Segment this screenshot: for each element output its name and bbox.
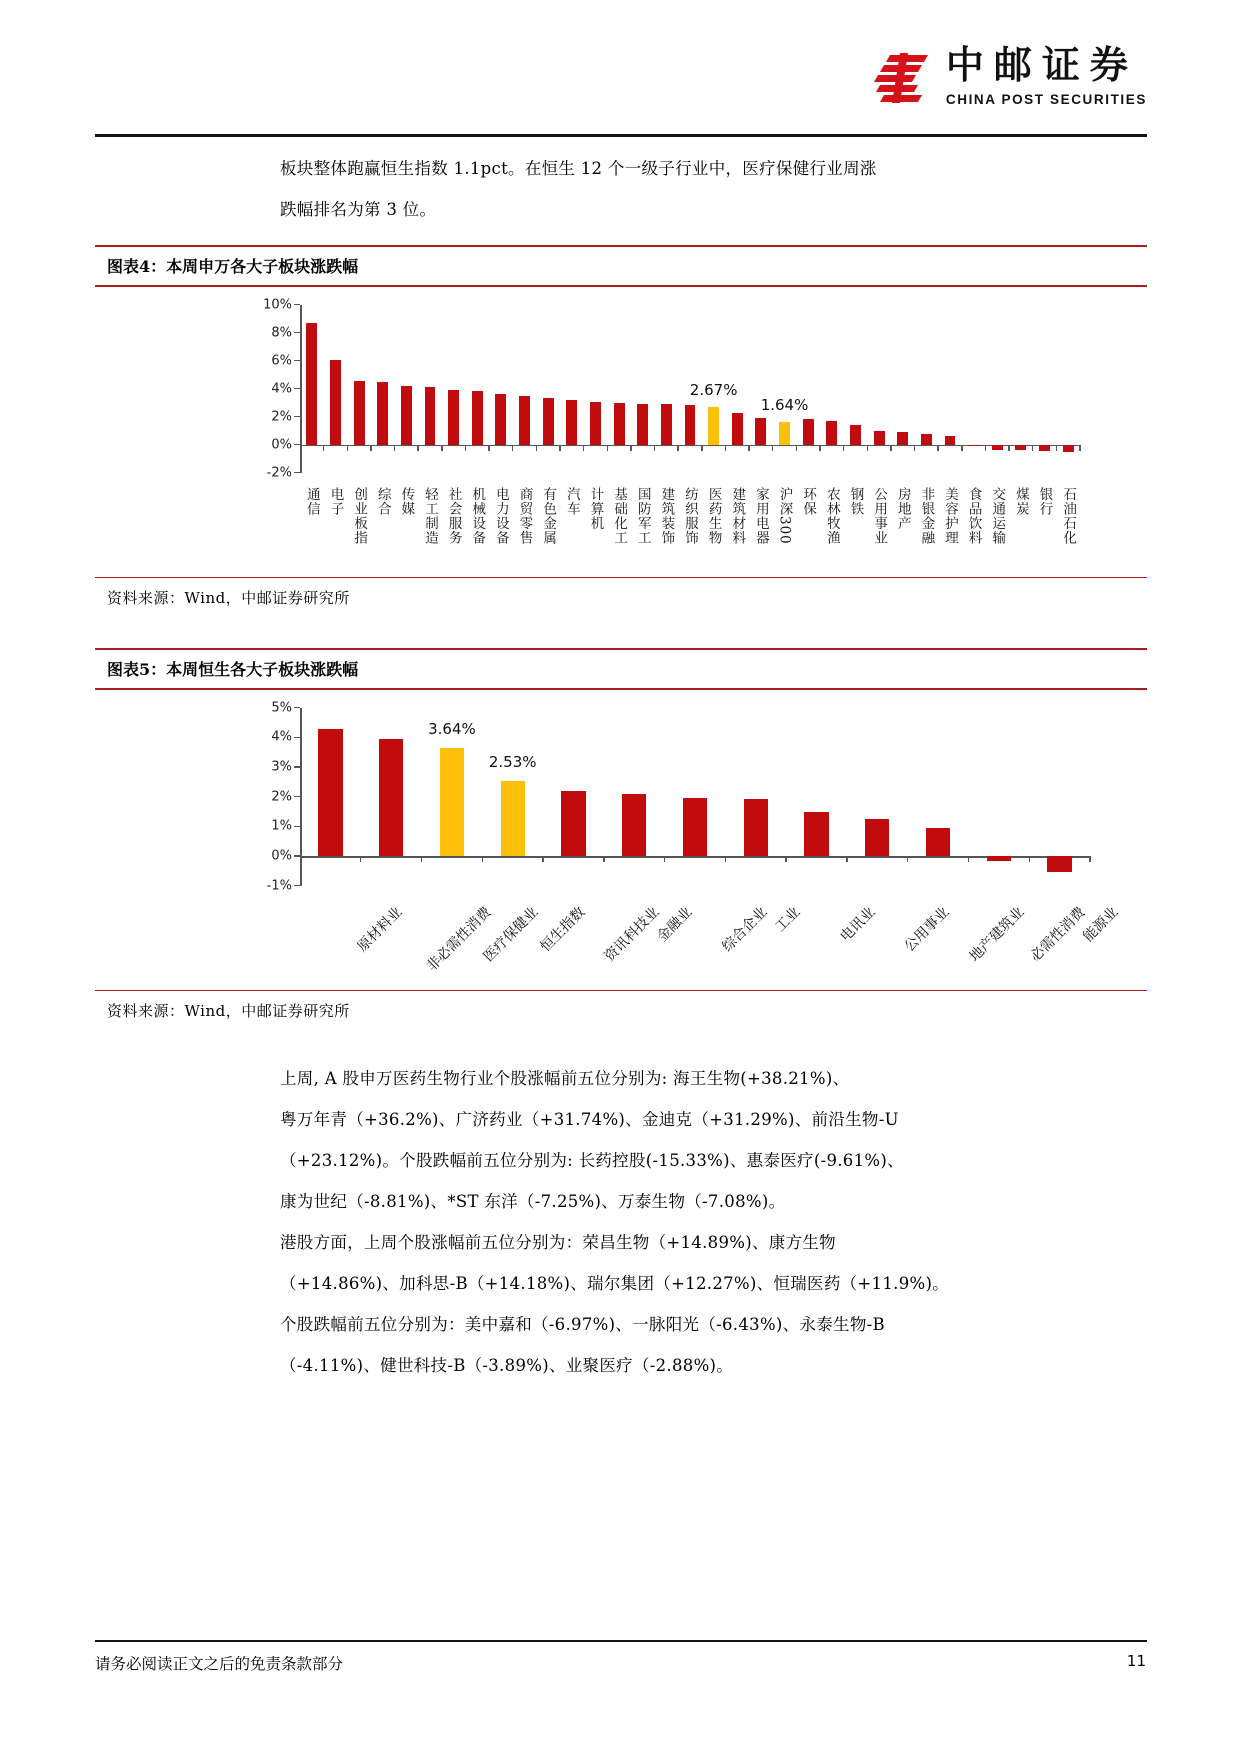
y-tick-label: 2% xyxy=(271,789,292,805)
x-axis-label: 轻工制造 xyxy=(422,486,438,545)
exhibit-5-chart-area xyxy=(95,690,1147,990)
x-axis-label: 创业板指 xyxy=(351,486,368,545)
bar xyxy=(566,400,577,445)
x-tick xyxy=(603,856,604,862)
x-tick xyxy=(914,445,915,451)
x-axis-label: 银行 xyxy=(1036,486,1053,516)
y-tick-label: 4% xyxy=(271,381,292,397)
p2-line-2: （+14.86%)、加科思-B（+14.18%)、瑞尔集团（+12.27%)、恒瑞医药（+11.9%)。 xyxy=(280,1274,950,1293)
x-tick xyxy=(748,445,749,451)
footer-page-number: 11 xyxy=(1126,1652,1146,1670)
x-axis-label: 恒生指数 xyxy=(537,903,589,955)
x-tick xyxy=(1056,445,1057,451)
intro-line-2: 跌幅排名为第 3 位。 xyxy=(280,200,437,219)
x-tick xyxy=(796,445,797,451)
x-axis-label: 机械设备 xyxy=(469,486,486,545)
bar xyxy=(354,381,365,445)
bar xyxy=(826,421,837,445)
bar xyxy=(614,403,625,445)
x-axis-label: 煤炭 xyxy=(1012,486,1029,516)
bar xyxy=(501,781,525,856)
bar xyxy=(543,398,554,445)
x-axis-label: 综合 xyxy=(374,486,391,516)
x-tick xyxy=(701,445,702,451)
y-tick-label: 0% xyxy=(271,437,292,453)
exhibit-4 xyxy=(95,245,1147,608)
bar xyxy=(804,812,828,856)
x-tick xyxy=(421,856,422,862)
y-tick-label: 8% xyxy=(271,325,292,341)
bar xyxy=(1047,856,1071,871)
y-tick xyxy=(294,388,300,389)
x-tick xyxy=(985,445,986,451)
x-tick xyxy=(772,445,773,451)
x-axis-label: 交通运输 xyxy=(989,486,1006,545)
x-axis-label: 美容护理 xyxy=(942,486,958,545)
y-tick xyxy=(294,332,300,333)
x-tick xyxy=(867,445,868,451)
body-paragraph-1 xyxy=(280,1058,1040,1222)
x-tick xyxy=(482,856,483,862)
bar xyxy=(926,828,950,856)
x-tick xyxy=(465,445,466,451)
page-header xyxy=(95,45,1147,137)
x-axis-label: 非必需性消费 xyxy=(423,903,495,975)
bar xyxy=(992,445,1003,450)
x-tick xyxy=(725,445,726,451)
x-axis-label: 医疗保健业 xyxy=(480,903,542,965)
bar xyxy=(622,794,646,856)
x-axis-label: 石油石化 xyxy=(1060,486,1077,545)
bar xyxy=(755,418,766,445)
y-tick xyxy=(294,360,300,361)
bar xyxy=(945,436,956,445)
x-tick xyxy=(347,445,348,451)
x-axis-label: 金融业 xyxy=(654,903,696,945)
x-axis-label: 传媒 xyxy=(398,486,415,516)
bar xyxy=(448,390,459,445)
bar xyxy=(708,407,719,444)
x-tick xyxy=(323,445,324,451)
x-axis-label: 综合企业 xyxy=(719,903,771,955)
bar xyxy=(637,404,648,445)
bar xyxy=(440,748,464,856)
x-axis-label: 农林牧渔 xyxy=(823,486,840,545)
x-tick xyxy=(664,856,665,862)
y-tick xyxy=(294,885,300,886)
y-tick-label: 4% xyxy=(271,729,292,745)
bar xyxy=(379,739,403,856)
bar xyxy=(803,419,814,444)
x-tick xyxy=(370,445,371,451)
bar xyxy=(685,405,696,445)
y-tick xyxy=(294,707,300,708)
x-axis-label: 通信 xyxy=(303,486,320,516)
x-axis-label: 社会服务 xyxy=(445,486,462,545)
p2-line-3: 个股跌幅前五位分别为：美中嘉和（-6.97%)、一脉阳光（-6.43%)、永泰生物-B xyxy=(280,1315,885,1334)
x-axis-label: 房地产 xyxy=(894,486,911,531)
bar xyxy=(377,382,388,444)
bar xyxy=(590,402,601,445)
bar xyxy=(865,819,889,856)
brand-logo xyxy=(870,45,1147,107)
x-tick xyxy=(630,445,631,451)
exhibit-5-title: 图表5：本周恒生各大子板块涨跌幅 xyxy=(107,660,359,680)
brand-name-en: CHINA POST SECURITIES xyxy=(945,92,1147,107)
x-tick xyxy=(677,445,678,451)
x-tick xyxy=(417,445,418,451)
x-axis-label: 钢铁 xyxy=(847,486,864,516)
brand-text xyxy=(946,47,1147,107)
bar xyxy=(779,422,790,445)
hangseng-sector-chart xyxy=(95,690,1147,990)
y-tick xyxy=(294,444,300,445)
x-axis-label: 能源业 xyxy=(1080,903,1122,945)
bar xyxy=(495,394,506,444)
bar xyxy=(921,434,932,445)
bar xyxy=(306,323,317,445)
x-tick xyxy=(968,856,969,862)
x-axis-label: 计算机 xyxy=(587,486,604,531)
x-tick xyxy=(488,445,489,451)
x-axis-label: 公用事业 xyxy=(871,486,888,545)
header-divider xyxy=(95,134,1147,137)
x-tick xyxy=(725,856,726,862)
bar xyxy=(968,445,979,446)
x-axis-label: 地产建筑业 xyxy=(966,903,1028,965)
x-axis-label: 原材料业 xyxy=(354,903,406,955)
x-tick xyxy=(961,445,962,451)
bar-data-label: 2.53% xyxy=(488,753,537,772)
bar xyxy=(401,386,412,445)
bar xyxy=(519,396,530,444)
x-axis-label: 建筑装饰 xyxy=(658,486,675,545)
bar xyxy=(425,387,436,445)
bar xyxy=(1063,445,1074,453)
x-axis-label: 家用电器 xyxy=(752,486,769,545)
y-tick-label: 5% xyxy=(271,700,292,716)
bar xyxy=(850,425,861,445)
bar xyxy=(987,856,1011,861)
y-tick xyxy=(294,472,300,473)
y-tick-label: 3% xyxy=(271,759,292,775)
bar xyxy=(1039,445,1050,451)
bar xyxy=(874,431,885,445)
x-tick xyxy=(890,445,891,451)
p2-line-4: （-4.11%)、健世科技-B（-3.89%)、业聚医疗（-2.88%)。 xyxy=(280,1356,734,1375)
y-tick-label: 0% xyxy=(271,848,292,864)
y-tick-label: -2% xyxy=(266,465,292,481)
x-axis-label: 有色金属 xyxy=(540,486,557,545)
x-tick xyxy=(607,445,608,451)
p1-line-1: 上周, A 股申万医药生物行业个股涨幅前五位分别为: 海王生物(+38.21%)、 xyxy=(280,1069,850,1088)
x-tick xyxy=(583,445,584,451)
x-tick xyxy=(542,856,543,862)
bar xyxy=(661,404,672,444)
bar-data-label: 3.64% xyxy=(428,720,476,739)
x-axis-label: 电子 xyxy=(327,486,344,516)
x-tick xyxy=(1032,445,1033,451)
x-tick xyxy=(360,856,361,862)
x-axis-label: 汽车 xyxy=(563,486,580,516)
x-axis-line xyxy=(300,856,1090,858)
y-tick xyxy=(294,416,300,417)
bar xyxy=(330,360,341,445)
x-axis-label: 国防军工 xyxy=(634,486,651,545)
exhibit-4-title: 图表4：本周申万各大子板块涨跌幅 xyxy=(107,257,359,277)
p1-line-4: 康为世纪（-8.81%)、*ST 东洋（-7.25%)、万泰生物（-7.08%)。 xyxy=(280,1192,786,1211)
x-axis-label: 医药生物 xyxy=(705,486,722,545)
y-tick xyxy=(294,855,300,856)
x-tick xyxy=(846,856,847,862)
x-axis-label: 电讯业 xyxy=(836,903,878,945)
body-paragraph-2 xyxy=(280,1222,1040,1386)
x-tick xyxy=(1029,856,1030,862)
exhibit-5 xyxy=(95,648,1147,1021)
x-tick xyxy=(937,445,938,451)
x-tick xyxy=(512,445,513,451)
x-tick xyxy=(907,856,908,862)
x-tick xyxy=(843,445,844,451)
x-axis-label: 建筑材料 xyxy=(729,486,746,545)
x-axis-label: 食品饮料 xyxy=(965,486,982,545)
p1-line-2: 粤万年青（+36.2%)、广济药业（+31.74%)、金迪克（+31.29%)、前沿生物-U xyxy=(280,1110,899,1129)
p2-line-1: 港股方面，上周个股涨幅前五位分别为：荣昌生物（+14.89%)、康方生物 xyxy=(280,1233,836,1252)
bar-data-label: 1.64% xyxy=(760,395,809,414)
x-tick xyxy=(394,445,395,451)
x-tick xyxy=(1089,856,1090,862)
x-tick xyxy=(785,856,786,862)
x-axis-label: 环保 xyxy=(800,486,817,516)
y-axis-line xyxy=(300,708,302,886)
x-axis-label: 基础化工 xyxy=(611,486,628,545)
bar xyxy=(897,432,908,445)
x-axis-label: 电力设备 xyxy=(492,486,509,545)
x-axis-label: 公用事业 xyxy=(901,903,953,955)
y-tick xyxy=(294,304,300,305)
china-post-logo-icon xyxy=(870,45,932,107)
x-tick xyxy=(819,445,820,451)
x-tick xyxy=(654,445,655,451)
bar xyxy=(744,799,768,856)
x-axis-label: 资讯科技业 xyxy=(602,903,663,965)
brand-name-cn: 中邮证券 xyxy=(945,45,1138,87)
x-axis-label: 纺织服饰 xyxy=(682,486,698,545)
bar xyxy=(472,391,483,445)
intro-line-1: 板块整体跑赢恒生指数 1.1pct。在恒生 12 个一级子行业中，医疗保健行业周涨 xyxy=(280,159,877,178)
y-tick xyxy=(294,796,300,797)
x-axis-label: 商贸零售 xyxy=(516,486,533,545)
bar xyxy=(561,791,585,856)
y-tick-label: 10% xyxy=(263,297,292,313)
y-tick-label: 1% xyxy=(271,818,292,834)
bar-data-label: 2.67% xyxy=(689,381,738,400)
bar xyxy=(732,413,743,445)
intro-paragraph xyxy=(280,148,1040,230)
y-tick xyxy=(294,766,300,767)
x-tick xyxy=(1008,445,1009,451)
x-axis-label: 沪深300 xyxy=(776,486,793,545)
x-tick xyxy=(536,445,537,451)
footer-divider xyxy=(95,1640,1147,1642)
y-tick-label: 2% xyxy=(271,409,292,425)
y-axis-line xyxy=(300,305,302,473)
x-tick xyxy=(1079,445,1080,451)
y-tick-label: -1% xyxy=(266,878,292,894)
bar xyxy=(1015,445,1026,451)
x-axis-label: 非银金融 xyxy=(918,486,935,545)
exhibit-5-source: 资料来源：Wind，中邮证券研究所 xyxy=(107,1002,350,1021)
p1-line-3: （+23.12%)。个股跌幅前五位分别为: 长药控股(-15.33%)、惠泰医疗(-9.61%)、 xyxy=(280,1151,904,1170)
y-tick-label: 6% xyxy=(271,353,292,369)
y-tick xyxy=(294,737,300,738)
y-tick xyxy=(294,826,300,827)
shenwan-sector-chart xyxy=(95,287,1147,577)
x-axis-label: 必需性消费 xyxy=(1027,903,1089,965)
exhibit-4-chart-area xyxy=(95,287,1147,577)
footer-disclaimer: 请务必阅读正文之后的免责条款部分 xyxy=(95,1655,344,1673)
exhibit-4-source: 资料来源：Wind，中邮证券研究所 xyxy=(107,589,350,608)
bar xyxy=(683,798,707,856)
x-tick xyxy=(441,445,442,451)
x-axis-label: 工业 xyxy=(772,903,804,936)
x-tick xyxy=(559,445,560,451)
bar xyxy=(318,729,342,856)
